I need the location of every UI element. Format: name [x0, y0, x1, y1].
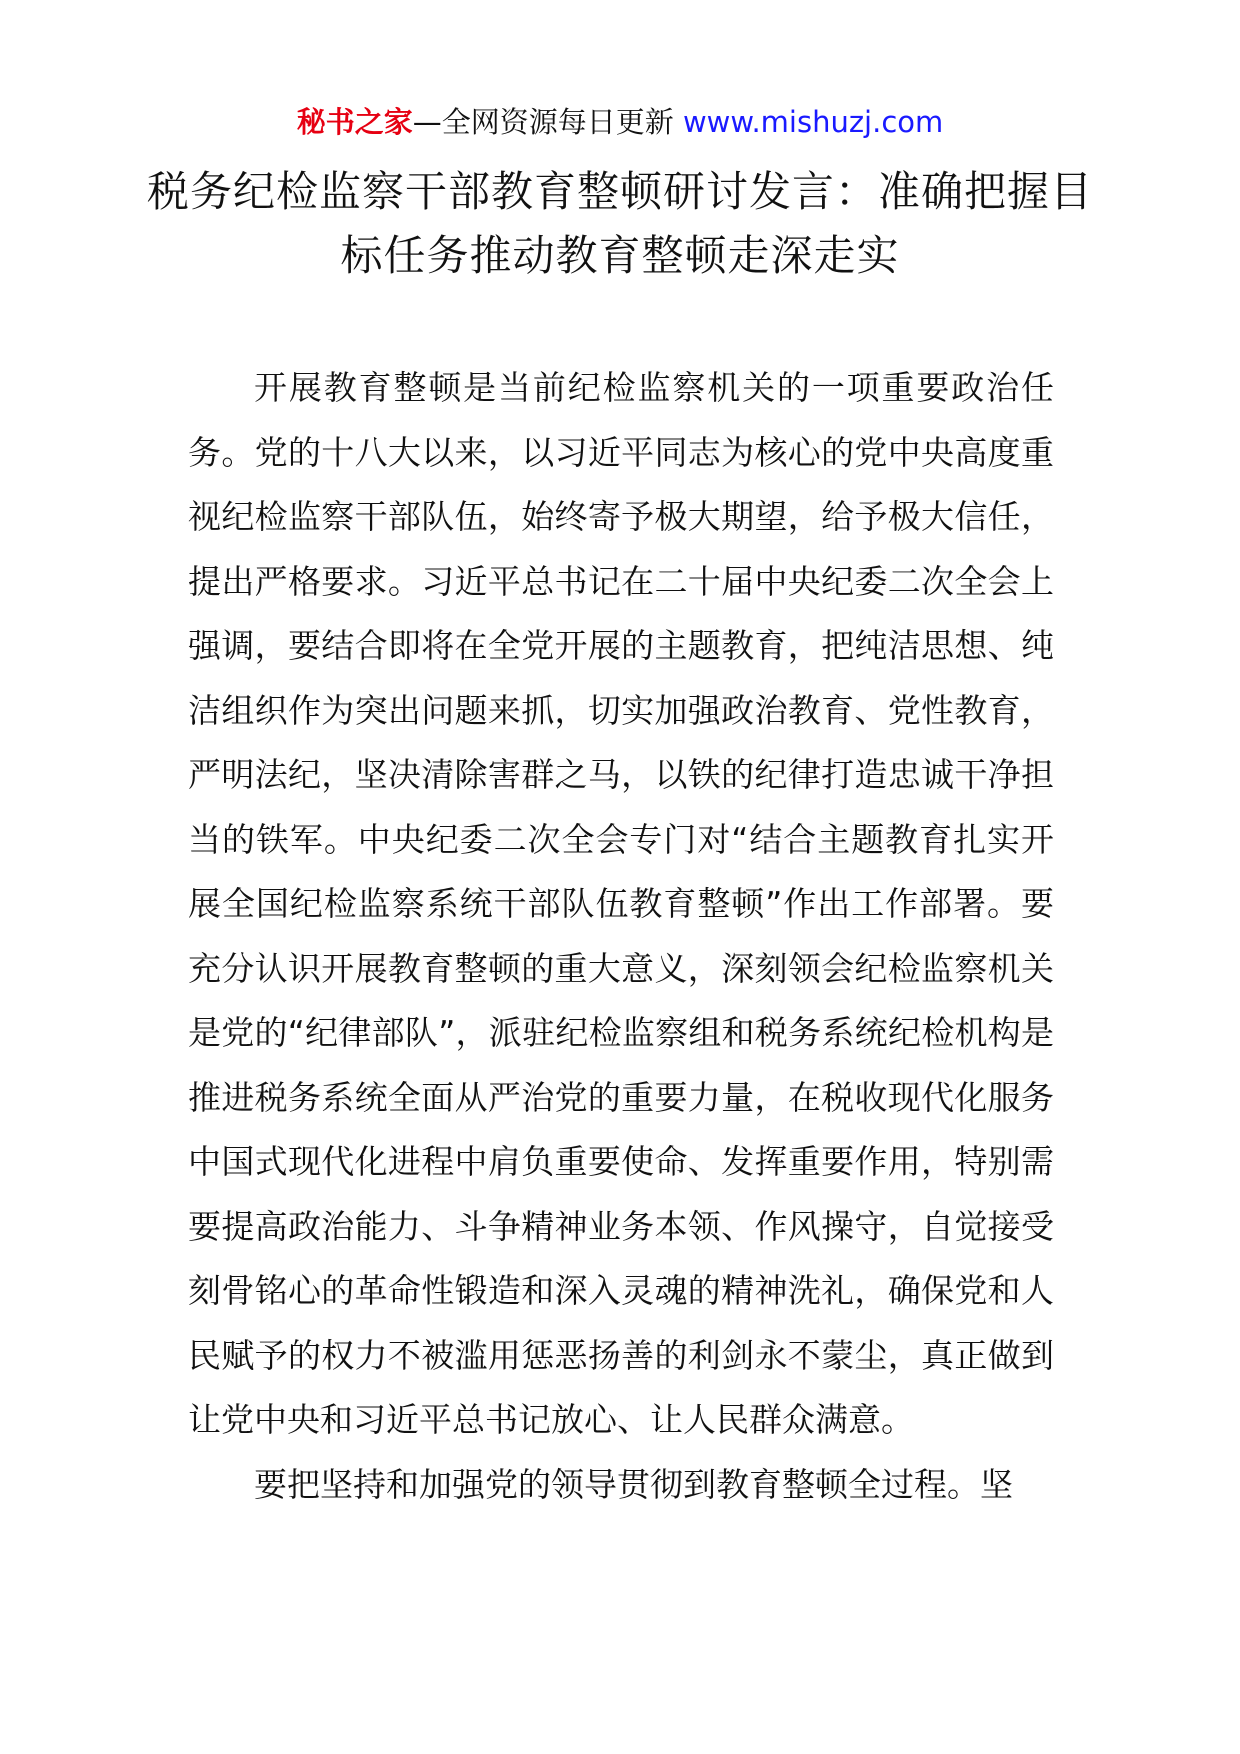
site-url-link[interactable]: www.mishuzj.com — [682, 105, 944, 139]
document-title: 税务纪检监察干部教育整顿研讨发言：准确把握目标任务推动教育整顿走深走实 — [146, 167, 1093, 280]
body-paragraph: 要把坚持和加强党的领导贯彻到教育整顿全过程。坚 — [254, 1464, 1013, 1504]
site-brand: 秘书之家 — [296, 105, 413, 139]
document-body — [188, 356, 1054, 1517]
body-paragraph: 开展教育整顿是当前纪检监察机关的一项重要政治任务。党的十八大以来，以习近平同志为核心的党中央高度重视纪检监察干部队伍，始终寄予极大期望，给予极大信任，提出严格要求。习近平总书记在二十届中央纪委二次全会上强调，要结合即将在全党开展的主题教育，把纯洁思想、纯洁组织作为突出问题来抓，切实加强政治教育、党性教育，严明法纪，坚决清除害群之马，以铁的纪律打造忠诚干净担当的铁军。中央纪委二次全会专门对“结合主题教育扎实开展全国纪检监察系统干部队伍教育整顿”作出工作部署。要充分认识开展教育整顿的重大意义，深刻领会纪检监察机关是党的“纪律部队”，派驻纪检监察组和税务系统纪检机构是推进税务系统全面从严治党的重要力量，在税收现代化服务中国式现代化进程中肩负重要使命、发挥重要作用，特别需要提高政治能力、斗争精神业务本领、作风操守，自觉接受刻骨铭心的革命性锻造和深入灵魂的精神洗礼，确保党和人民赋予的权力不被滥用惩恶扬善的利剑永不蒙尘，真正做到让党中央和习近平总书记放心、让人民群众满意。 — [188, 368, 1054, 1439]
site-header — [0, 102, 1240, 142]
site-slogan: —全网资源每日更新 — [412, 105, 683, 139]
